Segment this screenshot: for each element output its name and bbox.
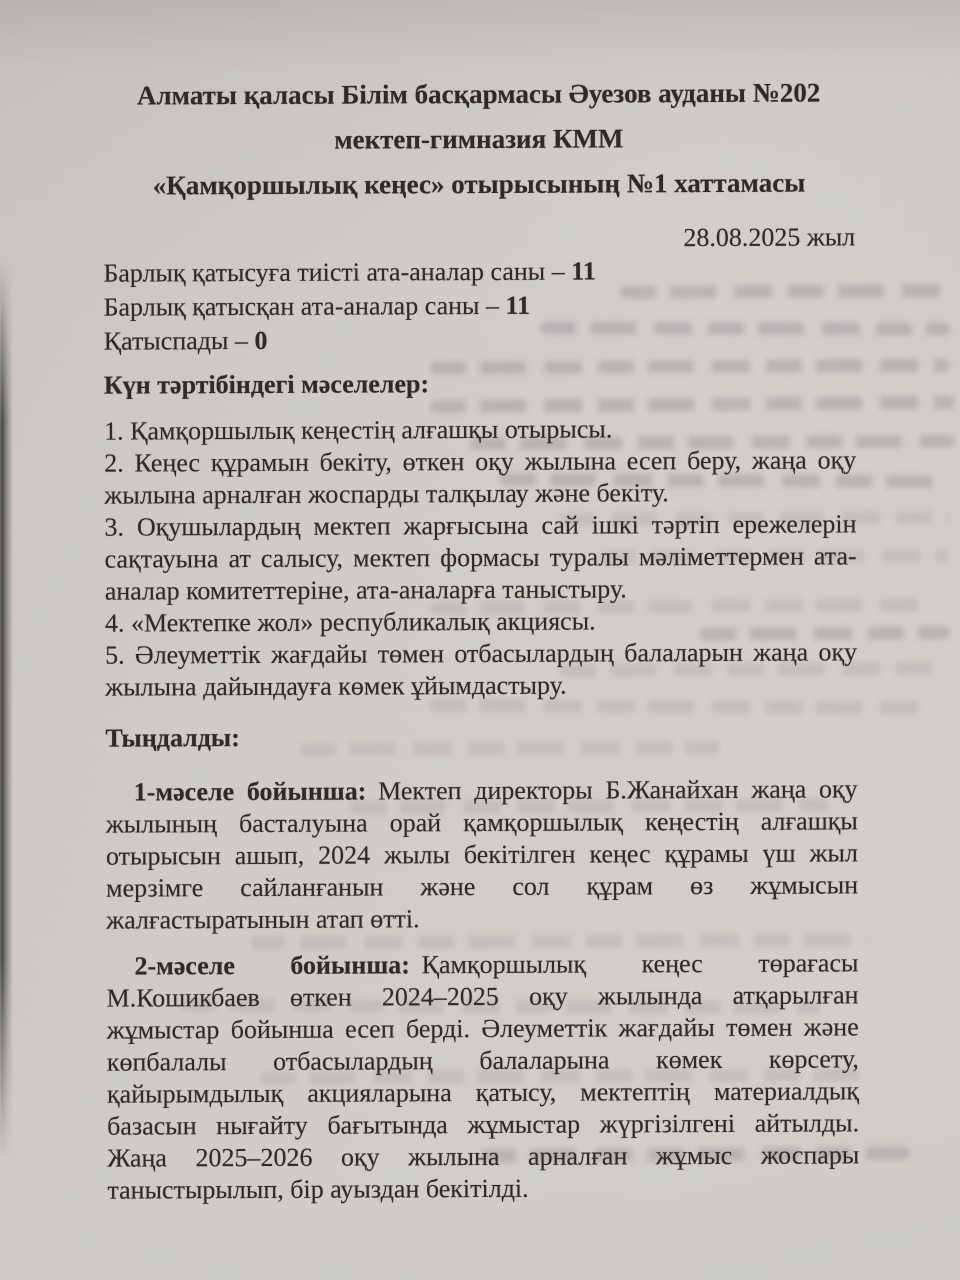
- attendance-present-value: 11: [505, 290, 531, 320]
- agenda-item-2: 2. Кеңес құрамын бекіту, өткен оқу жылына есеп беру, жаңа оқу жылына арналған жоспарды талқылау және бекіту.: [104, 445, 857, 510]
- issue-1-text: Мектеп директоры Б.Жанайхан жаңа оқу жылының басталуына орай қамқоршылық кеңестің алғашқы отырысын ашып, 2024 жылы бекітілген кеңес құрамы үш жыл мерзімге сайланғанын және сол құрам өз жұмысын жалғастыратынын атап өтті.: [105, 774, 859, 935]
- document-date: 28.08.2025 жыл: [683, 222, 856, 253]
- protocol-title: «Қамқоршылық кеңес» отырысының №1 хаттамасы: [152, 167, 806, 201]
- agenda-item-5: 5. Әлеуметтік жағдайы төмен отбасылардың балаларын жаңа оқу жылына дайындауға көмек ұйымдастыру.: [105, 637, 858, 702]
- attendance-present-label: Барлық қатысқан ата-аналар саны –: [103, 290, 500, 322]
- agenda-heading: Күн тәртібіндегі мәселелер:: [103, 369, 430, 400]
- issue-1-lead: 1-мәселе бойынша:: [133, 776, 367, 807]
- issue-paragraph-1: [106, 773, 859, 936]
- attendance-expected-value: 11: [571, 256, 596, 286]
- heard-heading: Тыңдалды:: [105, 723, 240, 753]
- attendance-expected-row: [103, 253, 855, 290]
- attendance-absent-label: Қатыспады –: [103, 326, 248, 356]
- attendance-present-row: [103, 287, 855, 324]
- attendance-expected-label: Барлық қатысуға тиісті ата-аналар саны –: [103, 256, 565, 288]
- attendance-absent-value: 0: [254, 325, 268, 355]
- agenda-list: [104, 412, 857, 703]
- page-edge-shadow-left: [0, 260, 13, 1160]
- agenda-item-1: 1. Қамқоршылық кеңестің алғашқы отырысы.: [104, 414, 613, 446]
- attendance-stats: [103, 253, 855, 358]
- issue-2-lead: 2-мәселе бойынша:: [134, 950, 410, 981]
- document-content: [103, 70, 860, 1206]
- agenda-item-4: 4. «Мектепке жол» республикалық акциясы.: [104, 606, 596, 638]
- issue-paragraph-2: [106, 947, 859, 1206]
- issue-2-text: Қамқоршылық кеңес төрағасы М.Кошикбаев өткен 2024–2025 оқу жылында атқарылған жұмыстар бойынша есеп берді. Әлеуметтік жағдайы төмен және көпбалалы отбасылардың балаларына көмек көрсету, қайырымдылық акцияларына қатысу, мектептің материалдық базасын нығайту бағытында жұмыстар жүргізілгені айтылды. Жаңа 2025–2026 оқу жылына арналған жұмыс жоспары таныстырылып, бір ауыздан бекітілді.: [106, 948, 860, 1205]
- agenda-item-3: 3. Оқушылардың мектеп жарғысына сай ішкі тәртіп ережелерін сақтауына ат салысу, мектеп формасы туралы мәліметтермен ата-аналар комитеттеріне, ата-аналарға таныстыру.: [104, 509, 857, 606]
- org-title: Алматы қаласы Білім басқармасы Әуезов ауданы №202 мектеп-гимназия КММ: [136, 77, 821, 155]
- attendance-absent-row: [104, 321, 856, 358]
- page-edge-shadow-top: [0, 0, 960, 70]
